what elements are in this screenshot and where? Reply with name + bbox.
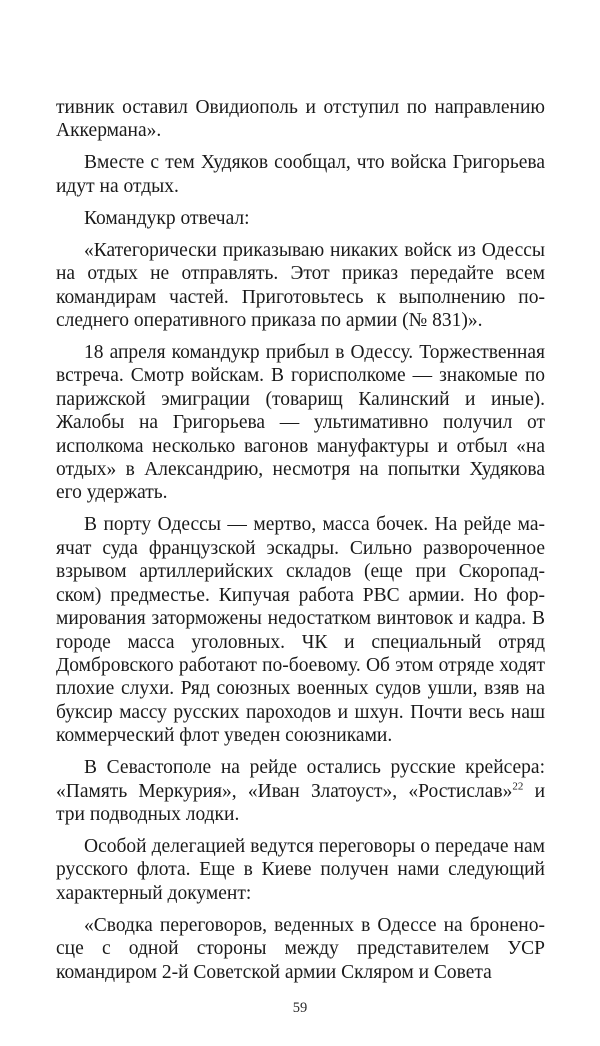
paragraph-7 [56, 756, 545, 826]
paragraph-7-tail: и три подводных лодки. [56, 780, 545, 825]
page-number: 59 [292, 1000, 308, 1016]
paragraph-6: В порту Одессы — мертво, масса бочек. На рейде маячат суда французской эскадры. Сильно развороченное взрывом артиллерийских складов (еще при Скоропадском) предместье. Кипучая работа РВС армии. Но формирования заторможены недостатком винтовок и кадра. В городе масса уголовных. ЧК и специальный отряд Домбровского работают по-боевому. Об этом отряде ходят плохие слухи. Ряд союзных военных судов ушли, взяв на буксир массу русских пароходов и шхун. Почти весь наш коммерческий флот уведен союзниками. [56, 514, 545, 747]
footnote-ref-22[interactable]: 22 [512, 780, 524, 793]
paragraph-5: 18 апреля командукр прибыл в Одессу. Торжественная встреча. Смотр войскам. В горисполкоме — знакомые по парижской эмиграции (товарищ Калинский и иные). Жалобы на Григорьева — ультимативно получил от исполкома несколько вагонов мануфактуры и отбыл «на отдых» в Александрию, несмотря на попытки Худякова его удержать. [56, 342, 545, 504]
paragraph-2: Вместе с тем Худяков сообщал, что войска Григорьева идут на отдых. [56, 152, 545, 197]
page-body [56, 96, 545, 993]
paragraph-8: Особой делегацией ведутся переговоры о передаче нам русского флота. Еще в Киеве получен нами следующий характерный документ: [56, 835, 545, 904]
paragraph-1: тивник оставил Овидиополь и отступил по направлению Аккермана». [56, 97, 545, 142]
paragraph-3: Командукр отвечал: [84, 207, 250, 229]
paragraph-9-quote: «Сводка переговоров, веденных в Одессе на броненосце с одной стороны между представителем УСР командиром 2-й Советской армии Скляром и Совета [56, 914, 545, 983]
paragraph-4-quote: «Категорически приказываю никаких войск из Одессы на отдых не отправлять. Этот приказ передайте всем командирам частей. Приготовьтесь к выполнению последнего оперативного приказа по армии (№ 831)». [56, 239, 545, 332]
paragraph-7-text: В Севастополе на рейде остались русские крейсера: «Память Меркурия», «Иван Златоуст», «Ростислав» [56, 757, 545, 802]
